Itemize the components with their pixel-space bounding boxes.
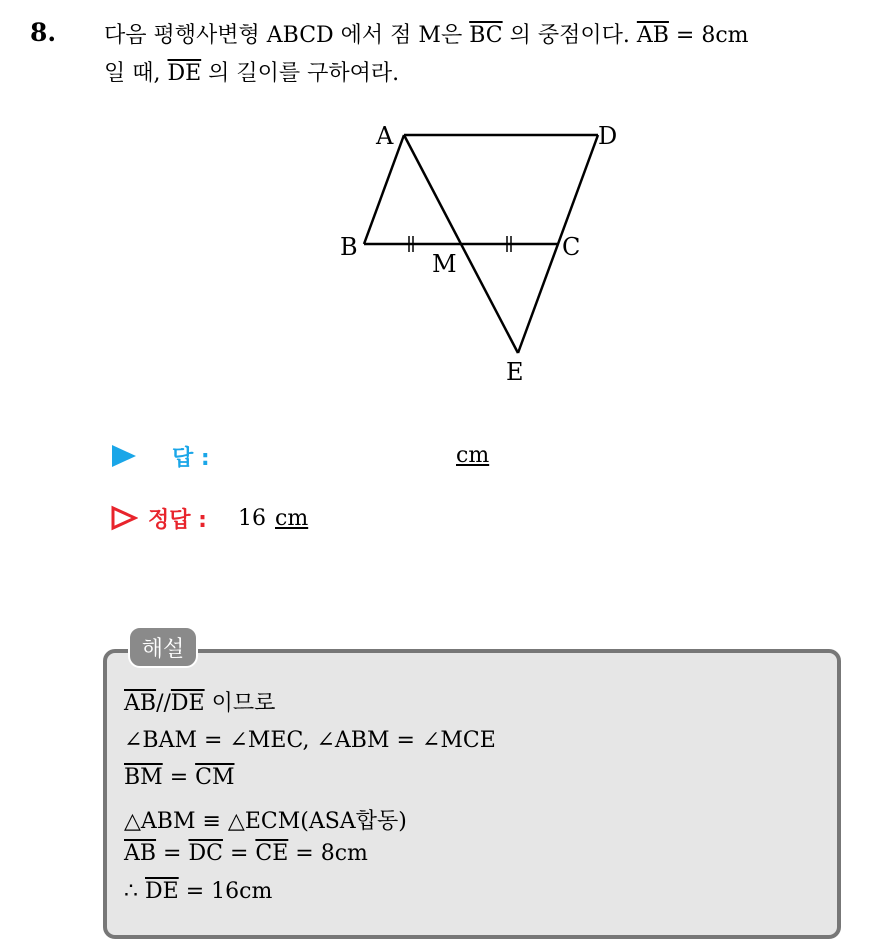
- segment-cm: $\overline{CM}$: [195, 765, 235, 790]
- segment-de: $\overline{DE}$: [167, 61, 202, 86]
- solution-text: = 16cm: [178, 879, 273, 904]
- segment-ab: $\overline{AB}$: [124, 691, 157, 716]
- answer-label: 답 :: [172, 446, 210, 471]
- correct-answer-value: 16: [238, 506, 266, 531]
- solution-tag: 해설: [128, 626, 198, 668]
- question-text-line1: [104, 18, 749, 49]
- segment-de: $\overline{DE}$: [145, 879, 179, 904]
- solution-text: =: [222, 841, 256, 866]
- question-number: 8.: [30, 18, 57, 47]
- segment-bm: $\overline{BM}$: [124, 765, 163, 790]
- solution-text: 이므로: [204, 691, 276, 716]
- vertex-label-b: B: [340, 233, 358, 261]
- solution-line-3: [124, 765, 234, 790]
- question-text: 일 때,: [104, 61, 168, 86]
- parallel-symbol: //: [156, 691, 171, 716]
- solution-text: = 8cm: [288, 841, 368, 866]
- solution-line-1: [124, 686, 275, 717]
- correct-answer-label: 정답 :: [148, 508, 207, 533]
- correct-answer-unit: cm: [275, 506, 309, 531]
- play-arrow-icon: [110, 443, 138, 469]
- segment-bc: $\overline{BC}$: [469, 23, 503, 48]
- solution-text: =: [156, 841, 189, 866]
- segment-ab: $\overline{AB}$: [124, 841, 157, 866]
- question-text: 의 길이를 구하여라.: [201, 61, 400, 86]
- point-label-e: E: [506, 358, 524, 386]
- question-text: 의 중점이다.: [502, 23, 637, 48]
- vertex-label-a: A: [376, 122, 394, 150]
- therefore-symbol: ∴: [124, 879, 145, 904]
- solution-line-5: [124, 841, 368, 866]
- segment-dc: $\overline{DC}$: [188, 841, 223, 866]
- vertex-label-d: D: [598, 122, 618, 150]
- question-text: = 8cm: [668, 23, 749, 48]
- segment-de: $\overline{DE}$: [170, 691, 205, 716]
- segment-ab: $\overline{AB}$: [636, 23, 669, 48]
- segment-ce: $\overline{CE}$: [255, 841, 289, 866]
- solution-text: =: [162, 765, 196, 790]
- solution-line-2: ∠BAM = ∠MEC, ∠ABM = ∠MCE: [124, 728, 496, 753]
- side-ab: [364, 135, 404, 244]
- parallelogram-figure: [320, 110, 640, 400]
- solution-line-4: △ABM ≡ △ECM(ASA합동): [124, 809, 407, 834]
- solution-line-6: [124, 879, 272, 904]
- question-text-line2: [104, 56, 399, 87]
- answer-unit: cm: [456, 443, 490, 468]
- question-text: 다음 평행사변형 ABCD 에서 점 M은: [104, 23, 470, 48]
- vertex-label-c: C: [562, 233, 581, 261]
- play-outline-icon: [110, 505, 138, 531]
- point-label-m: M: [432, 250, 457, 278]
